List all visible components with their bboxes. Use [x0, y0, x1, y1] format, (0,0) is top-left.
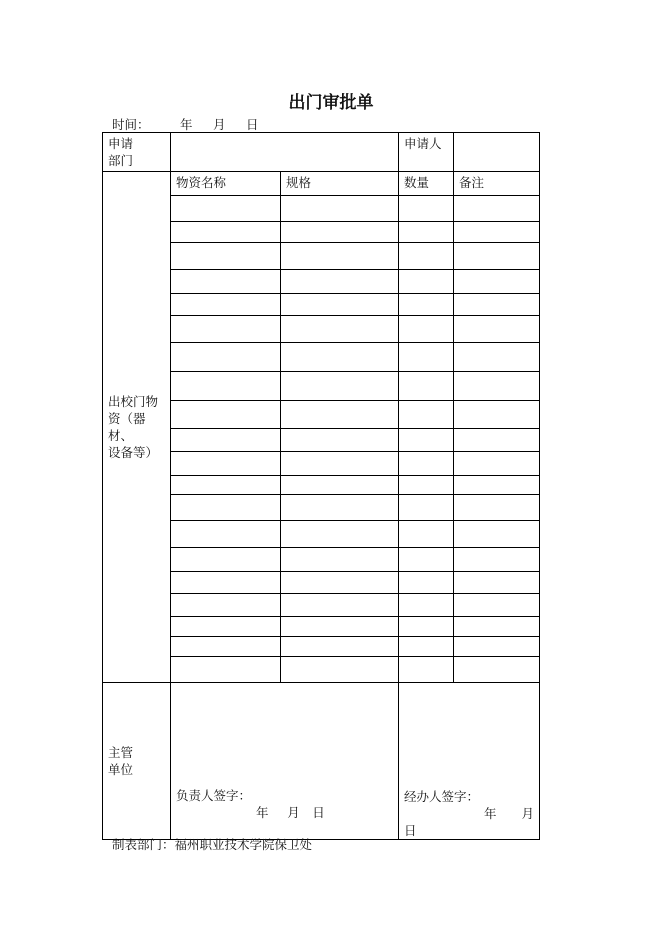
item-note-cell[interactable] [454, 548, 540, 572]
header-note: 备注 [454, 172, 540, 196]
item-name-cell[interactable] [171, 521, 281, 548]
date-day: 日 [246, 117, 259, 132]
item-name-cell[interactable] [171, 617, 281, 637]
dept-field[interactable] [171, 133, 399, 172]
page-title: 出门审批单 [288, 93, 374, 113]
item-qty-cell[interactable] [399, 294, 454, 316]
item-spec-cell[interactable] [281, 476, 399, 495]
item-note-cell[interactable] [454, 429, 540, 452]
handler-sign-cell[interactable]: 经办人签字： 年 月 日 [399, 683, 540, 840]
header-qty: 数量 [399, 172, 454, 196]
item-qty-cell[interactable] [399, 657, 454, 683]
item-note-cell[interactable] [454, 617, 540, 637]
leader-sign-cell[interactable] [171, 683, 399, 840]
item-note-cell[interactable] [454, 243, 540, 270]
item-spec-cell[interactable] [281, 637, 399, 657]
item-spec-cell[interactable] [281, 343, 399, 372]
footer-note: 制表部门：福州职业技术学院保卫处 [112, 837, 313, 852]
item-spec-cell[interactable] [281, 222, 399, 243]
item-spec-cell[interactable] [281, 521, 399, 548]
item-qty-cell[interactable] [399, 548, 454, 572]
item-name-cell[interactable] [171, 452, 281, 476]
applicant-field[interactable] [454, 133, 540, 172]
item-qty-cell[interactable] [399, 316, 454, 343]
item-qty-cell[interactable] [399, 243, 454, 270]
item-name-cell[interactable] [171, 476, 281, 495]
item-name-cell[interactable] [171, 548, 281, 572]
item-spec-cell[interactable] [281, 243, 399, 270]
item-name-cell[interactable] [171, 196, 281, 222]
item-note-cell[interactable] [454, 637, 540, 657]
item-qty-cell[interactable] [399, 521, 454, 548]
item-note-cell[interactable] [454, 372, 540, 401]
dept-label: 申请 部门 [103, 133, 171, 172]
item-qty-cell[interactable] [399, 572, 454, 594]
item-name-cell[interactable] [171, 657, 281, 683]
item-name-cell[interactable] [171, 572, 281, 594]
date-year: 年 [180, 117, 193, 132]
item-spec-cell[interactable] [281, 294, 399, 316]
item-qty-cell[interactable] [399, 343, 454, 372]
date-label: 时间： [112, 117, 150, 132]
item-qty-cell[interactable] [399, 401, 454, 429]
date-line [112, 115, 259, 133]
item-name-cell[interactable] [171, 294, 281, 316]
item-spec-cell[interactable] [281, 452, 399, 476]
item-name-cell[interactable] [171, 372, 281, 401]
item-spec-cell[interactable] [281, 429, 399, 452]
item-spec-cell[interactable] [281, 657, 399, 683]
item-qty-cell[interactable] [399, 617, 454, 637]
item-spec-cell[interactable] [281, 548, 399, 572]
item-spec-cell[interactable] [281, 572, 399, 594]
item-qty-cell[interactable] [399, 196, 454, 222]
item-note-cell[interactable] [454, 521, 540, 548]
item-qty-cell[interactable] [399, 270, 454, 294]
item-note-cell[interactable] [454, 657, 540, 683]
item-note-cell[interactable] [454, 316, 540, 343]
item-spec-cell[interactable] [281, 594, 399, 617]
item-spec-cell[interactable] [281, 270, 399, 294]
item-note-cell[interactable] [454, 476, 540, 495]
items-label: 出校门物 资（器材、 设备等） [103, 172, 171, 683]
leader-sign-date: 年 月 日 [256, 805, 325, 820]
handler-sign-date: 年 月 [483, 806, 534, 821]
item-spec-cell[interactable] [281, 401, 399, 429]
item-qty-cell[interactable] [399, 222, 454, 243]
item-name-cell[interactable] [171, 594, 281, 617]
item-note-cell[interactable] [454, 196, 540, 222]
item-qty-cell[interactable] [399, 476, 454, 495]
item-note-cell[interactable] [454, 222, 540, 243]
item-note-cell[interactable] [454, 270, 540, 294]
item-spec-cell[interactable] [281, 316, 399, 343]
item-name-cell[interactable] [171, 243, 281, 270]
approval-table [102, 132, 540, 840]
item-qty-cell[interactable] [399, 429, 454, 452]
date-month: 月 [213, 117, 226, 132]
header-name: 物资名称 [171, 172, 281, 196]
item-name-cell[interactable] [171, 270, 281, 294]
item-name-cell[interactable] [171, 495, 281, 521]
item-note-cell[interactable] [454, 495, 540, 521]
item-qty-cell[interactable] [399, 372, 454, 401]
item-spec-cell[interactable] [281, 495, 399, 521]
item-spec-cell[interactable] [281, 617, 399, 637]
item-spec-cell[interactable] [281, 196, 399, 222]
item-spec-cell[interactable] [281, 372, 399, 401]
item-note-cell[interactable] [454, 572, 540, 594]
handler-sign-label: 经办人签字： [404, 789, 480, 804]
item-qty-cell[interactable] [399, 637, 454, 657]
leader-sign-label: 负责人签字： [176, 788, 252, 803]
applicant-label: 申请人 [399, 133, 454, 172]
header-spec: 规格 [281, 172, 399, 196]
item-qty-cell[interactable] [399, 495, 454, 521]
item-name-cell[interactable] [171, 401, 281, 429]
item-name-cell[interactable] [171, 343, 281, 372]
item-name-cell[interactable] [171, 429, 281, 452]
item-note-cell[interactable] [454, 452, 540, 476]
item-note-cell[interactable] [454, 401, 540, 429]
item-qty-cell[interactable] [399, 594, 454, 617]
item-note-cell[interactable] [454, 294, 540, 316]
item-note-cell[interactable] [454, 594, 540, 617]
item-name-cell[interactable] [171, 637, 281, 657]
item-name-cell[interactable] [171, 222, 281, 243]
item-name-cell[interactable] [171, 316, 281, 343]
item-qty-cell[interactable] [399, 452, 454, 476]
item-note-cell[interactable] [454, 343, 540, 372]
supervisor-label: 主管 单位 [103, 683, 171, 840]
